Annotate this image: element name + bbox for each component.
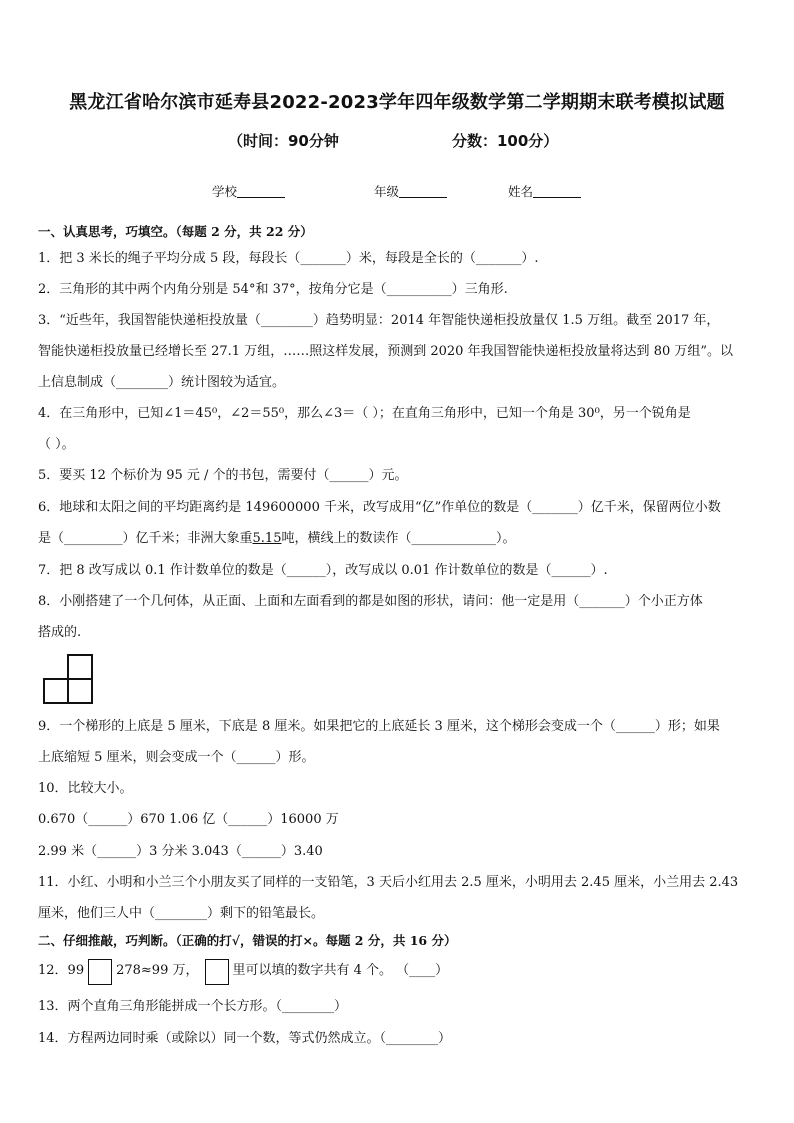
cube-view-figure <box>42 653 96 705</box>
school-label: 学校 <box>212 184 238 199</box>
q12-digit-box[interactable] <box>88 959 112 985</box>
question-11-line-2: 厘米，他们三人中（________）剩下的铅笔最长。 <box>38 906 325 921</box>
figure-bottom-right-square <box>68 679 92 703</box>
question-1: 1．把 3 米长的绳子平均分成 5 段，每段长（_______）米，每段是全长的（_______）. <box>38 251 539 266</box>
question-3-line-2: 智能快递柜投放量已经增长至 27.1 万组，……照这样发展，预测到 2020 年我国智能快递柜投放量将达到 80 万组”。以 <box>38 344 734 359</box>
q12-digit-box-2[interactable] <box>205 959 229 985</box>
question-3-line-1: 3．“近些年，我国智能快递柜投放量（________）趋势明显：2014 年智能快递柜投放量仅 1.5 万组。截至 2017 年， <box>38 313 720 328</box>
exam-meta <box>0 130 794 152</box>
question-6-line-2 <box>38 530 764 548</box>
name-blank[interactable] <box>533 185 581 198</box>
question-10-row-1: 0.670（______）670 1.06 亿（______）16000 万 <box>38 812 339 827</box>
q6-text-before: 是（_________）亿千米；非洲大象重 <box>38 531 253 546</box>
question-10: 10．比较大小。 <box>38 781 133 796</box>
q12-text-end: 里可以填的数字共有 4 个。 （____） <box>232 963 449 978</box>
student-info <box>0 182 794 202</box>
question-13: 13．两个直角三角形能拼成一个长方形。（________） <box>38 999 348 1014</box>
question-9-line-2: 上底缩短 5 厘米，则会变成一个（______）形。 <box>38 750 315 765</box>
school-field <box>212 182 285 200</box>
question-4-line-2: （ ）。 <box>38 437 75 452</box>
name-label: 姓名 <box>508 184 534 199</box>
question-8-line-2: 搭成的. <box>38 625 82 640</box>
question-14: 14．方程两边同时乘（或除以）同一个数，等式仍然成立。（________） <box>38 1031 452 1046</box>
question-11-line-1: 11．小红、小明和小兰三个小朋友买了同样的一支铅笔，3 天后小红用去 2.5 厘米，小明用去 2.45 厘米，小兰用去 2.43 <box>38 875 739 890</box>
question-2: 2．三角形的其中两个内角分别是 54°和 37°，按角分它是（__________）三角形. <box>38 282 508 297</box>
question-8-line-1: 8．小刚搭建了一个几何体，从正面、上面和左面看到的都是如图的形状，请问：他一定是用（_______）个小正方体 <box>38 594 703 609</box>
section-1-heading: 一、认真思考，巧填空。（每题 2 分，共 22 分） <box>38 224 313 239</box>
page-title: 黑龙江省哈尔滨市延寿县2022-2023学年四年级数学第二学期期末联考模拟试题 <box>69 92 725 113</box>
school-blank[interactable] <box>237 185 285 198</box>
question-7: 7．把 8 改写成以 0.1 作计数单位的数是（______），改写成以 0.01 作计数单位的数是（______）. <box>38 563 608 578</box>
question-3-line-3: 上信息制成（________）统计图较为适宜。 <box>38 375 286 390</box>
section-2-heading: 二、仔细推敲，巧判断。（正确的打√，错误的打×。每题 2 分，共 16 分） <box>38 933 457 948</box>
q12-text-start: 12．99 <box>38 963 85 978</box>
q6-text-after: 吨，横线上的数读作（_____________）。 <box>281 531 516 546</box>
name-field <box>508 182 581 200</box>
grade-label: 年级 <box>374 184 400 199</box>
figure-bottom-left-square <box>44 679 68 703</box>
q12-text-middle: 278≈99 万， <box>116 963 199 978</box>
grade-field <box>374 182 447 200</box>
question-4-line-1: 4．在三角形中，已知∠1＝45⁰，∠2＝55⁰，那么∠3＝（ ）；在直角三角形中，已知一个角是 30⁰，另一个锐角是 <box>38 406 691 421</box>
question-10-row-2: 2.99 米（______）3 分米 3.043（______）3.40 <box>38 844 323 859</box>
question-5: 5．要买 12 个标价为 95 元 / 个的书包，需要付（______）元。 <box>38 468 408 483</box>
question-6-line-1: 6．地球和太阳之间的平均距离约是 149600000 千米，改写成用“亿”作单位的数是（_______）亿千米，保留两位小数 <box>38 500 721 515</box>
question-12 <box>38 962 764 980</box>
question-9-line-1: 9．一个梯形的上底是 5 厘米，下底是 8 厘米。如果把它的上底延长 3 厘米，这个梯形会变成一个（______）形；如果 <box>38 719 720 734</box>
time-label: （时间：90分钟 <box>228 132 339 150</box>
q6-underlined-number: 5.15 <box>252 531 282 546</box>
score-label: 分数：100分） <box>452 132 559 150</box>
figure-top-square <box>68 655 92 679</box>
grade-blank[interactable] <box>399 185 447 198</box>
